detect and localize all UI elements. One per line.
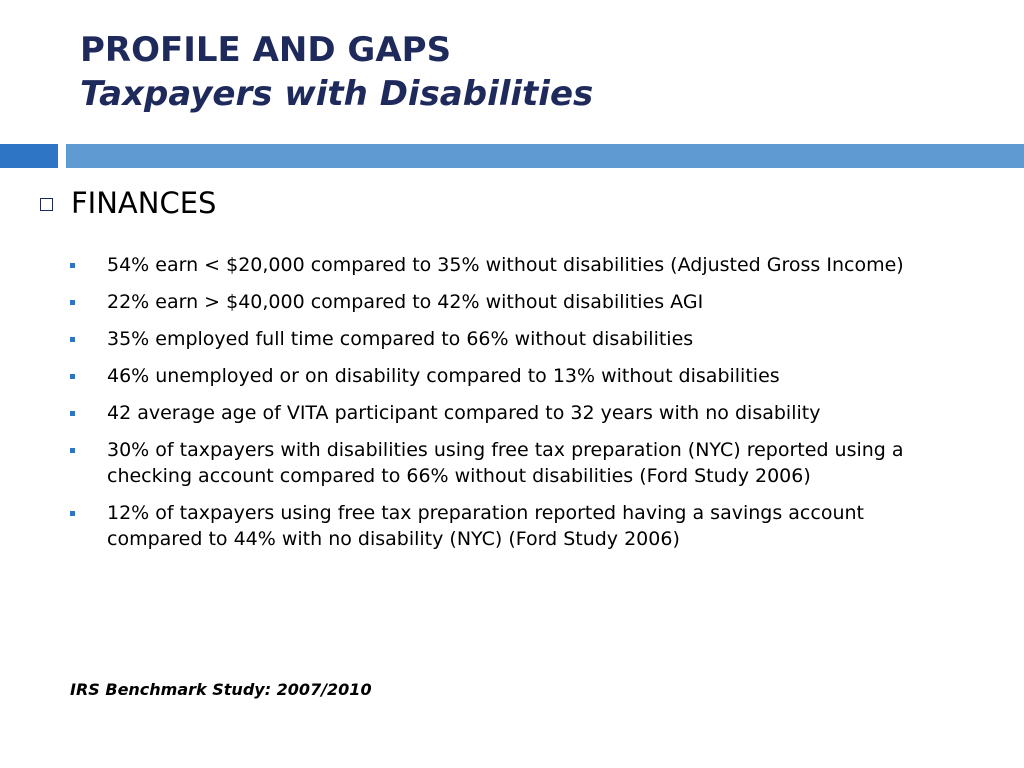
footer-source: IRS Benchmark Study: 2007/2010 — [70, 680, 372, 699]
bullet-text: 42 average age of VITA participant compared to 32 years with no disability — [107, 402, 821, 424]
section-header — [40, 186, 216, 220]
accent-bar-right — [66, 144, 1024, 168]
bullet-text: 30% of taxpayers with disabilities using free tax preparation (NYC) reported using a checking account compared to 66% without disabilities (Ford Study 2006) — [107, 439, 904, 487]
bullet-marker-icon — [70, 448, 75, 453]
bullet-item — [70, 500, 950, 552]
bullet-marker-icon — [70, 263, 75, 268]
slide-title-block — [80, 28, 1000, 116]
section-title: FINANCES — [71, 186, 217, 220]
bullet-text: 22% earn > $40,000 compared to 42% without disabilities AGI — [107, 291, 704, 313]
bullet-item — [70, 326, 950, 352]
bullet-marker-icon — [70, 300, 75, 305]
bullet-text: 54% earn < $20,000 compared to 35% without disabilities (Adjusted Gross Income) — [107, 254, 904, 276]
bullet-text: 46% unemployed or on disability compared to 13% without disabilities — [107, 365, 780, 387]
bullet-text: 12% of taxpayers using free tax preparation reported having a savings account compared to 44% with no disability (NYC) (Ford Study 2006) — [107, 502, 864, 550]
bullet-marker-icon — [70, 337, 75, 342]
bullet-item — [70, 289, 950, 315]
bullet-marker-icon — [70, 511, 75, 516]
bullet-item — [70, 252, 950, 278]
accent-bar-left — [0, 144, 58, 168]
slide-title: PROFILE AND GAPS — [80, 30, 452, 70]
bullet-item — [70, 400, 950, 426]
bullet-item — [70, 363, 950, 389]
bullet-item — [70, 437, 950, 489]
bullet-list — [70, 252, 950, 563]
slide-subtitle: Taxpayers with Disabilities — [80, 74, 594, 114]
bullet-marker-icon — [70, 374, 75, 379]
bullet-marker-icon — [70, 411, 75, 416]
square-bullet-icon — [40, 198, 53, 211]
bullet-text: 35% employed full time compared to 66% without disabilities — [107, 328, 694, 350]
